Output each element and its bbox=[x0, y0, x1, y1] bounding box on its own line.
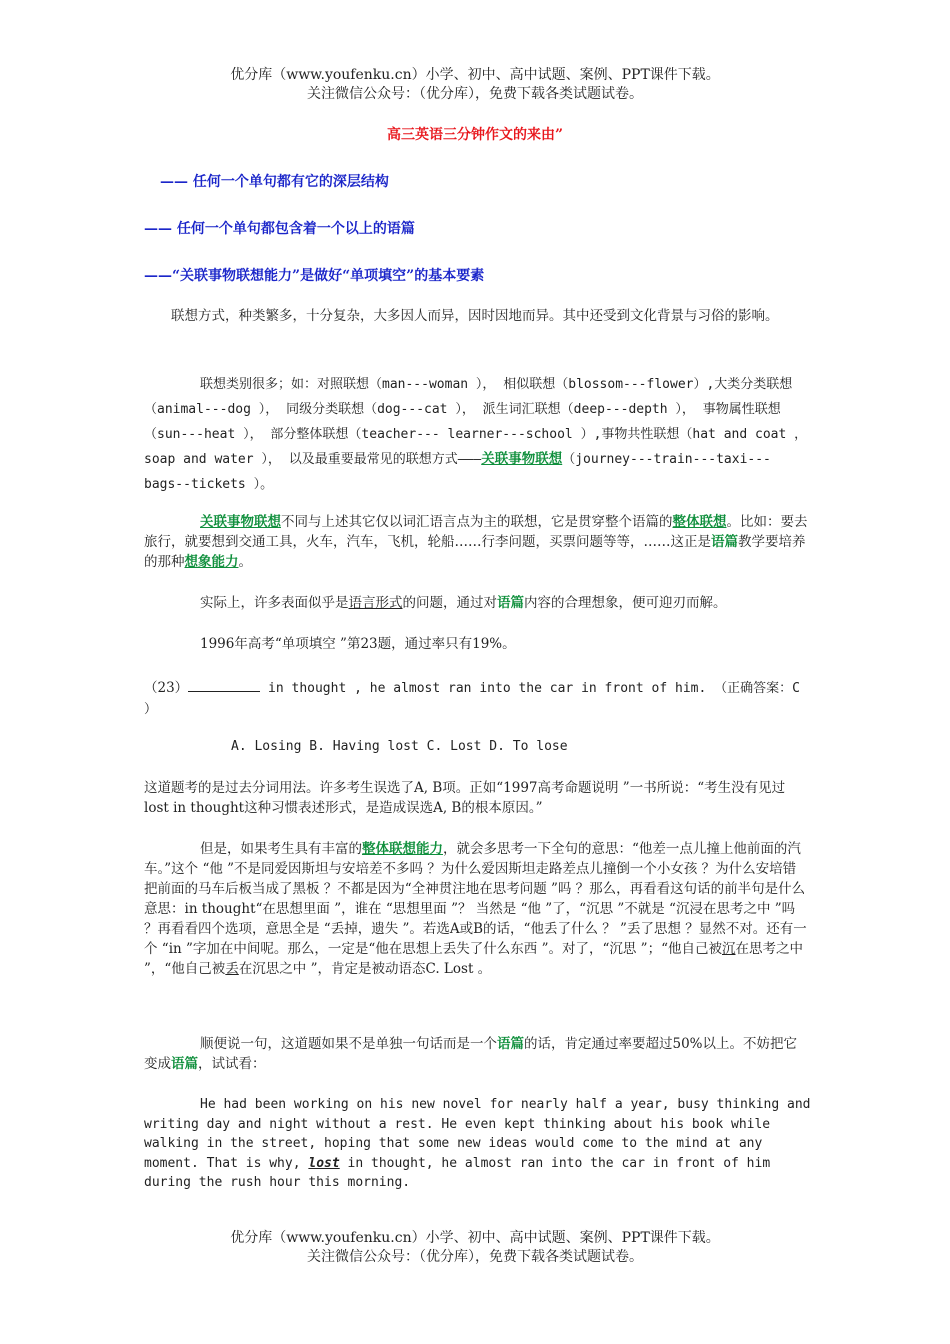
underline-diu: 丢 bbox=[225, 961, 239, 977]
highlight-3: 语篇 bbox=[711, 534, 738, 550]
paragraph-3-part-4: 。 bbox=[238, 554, 252, 570]
example-passage bbox=[144, 1095, 814, 1193]
paragraph-8-part-1: 顺便说一句，这道题如果不是单独一句话而是一个 bbox=[200, 1036, 497, 1052]
paragraph-7-part-3: 在思考之中 ”，“他自己被 bbox=[144, 941, 803, 977]
footer-line-2: 关注微信公众号：（优分库），免费下载各类试题试卷。 bbox=[307, 1249, 643, 1265]
passage-part-2: in thought, he almost ran into the car in front of him during the rush hour this morning. bbox=[144, 1155, 771, 1190]
paragraph-2 bbox=[144, 372, 809, 497]
subheading-2: —— 任何一个单句都包含着一个以上的语篇 bbox=[144, 221, 415, 237]
paragraph-4-part-1: 实际上，许多表面似乎是 bbox=[200, 595, 349, 611]
page-header bbox=[0, 66, 950, 104]
paragraph-4 bbox=[144, 593, 809, 613]
page-footer bbox=[0, 1229, 950, 1267]
passage-part-1: He had been working on his new novel for nearly half a year, busy thinking and writing day and night without a rest. He even kept thinking about his book while walking in the street, hoping that some new ideas would come to the mind at any moment. That is why, bbox=[144, 1097, 811, 1171]
paragraph-7-part-4: 在沉思之中 ”，肯定是被动语态C. Lost 。 bbox=[238, 961, 492, 977]
header-line-1: 优分库（www.youfenku.cn）小学、初中、高中试题、案例、PPT课件下载。 bbox=[230, 67, 720, 83]
highlight-1: 关联事物联想 bbox=[200, 514, 281, 530]
highlight-association: 关联事物联想 bbox=[481, 451, 563, 467]
question-stem: in thought , he almost ran into the car in front of him. （正确答案：C ） bbox=[144, 681, 800, 717]
underline-language-form: 语言形式 bbox=[348, 595, 403, 611]
question-options: A. Losing B. Having lost C. Lost D. To lose bbox=[231, 739, 568, 754]
paragraph-8 bbox=[144, 1034, 809, 1074]
highlight-discourse-3: 语篇 bbox=[171, 1056, 198, 1072]
document-title: 高三英语三分钟作文的来由” bbox=[386, 127, 564, 143]
highlight-discourse: 语篇 bbox=[497, 595, 524, 611]
passage-answer-lost: lost bbox=[308, 1155, 340, 1171]
paragraph-3-part-2: 。比如：要去旅行，就要想到交通工具，火车，汽车，飞机，轮船……行李问题，买票问题等等，……这正是 bbox=[144, 514, 808, 550]
highlight-holistic-ability: 整体联想能力 bbox=[362, 841, 443, 857]
subheading-3: ——“关联事物联想能力”是做好“单项填空”的基本要素 bbox=[144, 268, 485, 284]
paragraph-7-part-1: 但是，如果考生具有丰富的 bbox=[200, 841, 362, 857]
paragraph-4-part-2: 的问题，通过对 bbox=[402, 595, 497, 611]
highlight-discourse-2: 语篇 bbox=[497, 1036, 524, 1052]
highlight-4: 想象能力 bbox=[184, 554, 239, 570]
paragraph-3-part-1: 不同与上述其它仅以词汇语言点为主的联想，它是贯穿整个语篇的 bbox=[281, 514, 673, 530]
paragraph-2-tail: （journey---train---taxi---bags--tickets ）。 bbox=[144, 452, 771, 492]
question-23 bbox=[144, 677, 809, 720]
highlight-2: 整体联想 bbox=[672, 514, 727, 530]
paragraph-1: 联想方式，种类繁多，十分复杂，大多因人而异，因时因地而异。其中还受到文化背景与习俗的影响。 bbox=[171, 308, 779, 324]
underline-chen: 沉 bbox=[722, 941, 736, 957]
paragraph-6: 这道题考的是过去分词用法。许多考生误选了A, B项。正如“1997高考命题说明 ”一书所说：“考生没有见过lost in thought这种习惯表述形式，是造成误选A, B的根本原因。” bbox=[144, 780, 786, 816]
paragraph-7 bbox=[144, 839, 809, 979]
header-line-2: 关注微信公众号：（优分库），免费下载各类试题试卷。 bbox=[307, 86, 643, 102]
paragraph-5: 1996年高考“单项填空 ”第23题，通过率只有19%。 bbox=[200, 636, 516, 652]
paragraph-7-part-2: ，就会多思考一下全句的意思：“他差一点儿撞上他前面的汽车。”这个 “他 ”不是同爱因斯坦与安培差不多吗 ？为什么爱因斯坦走路差点儿撞倒一个小女孩 ？为什么安培错把前面的马车后板当成了黑板 ？不都是因为“全神贯注地在思考问题 ”吗 ？那么，再看看这句话的前半句是什么意思：in thought“在思想里面 ”，谁在 “思想里面 ”？ 当然是 “他 ”了，“沉思 ”不就是 “沉浸在思考之中 ”吗 ？再看看四个选项，意思全是 “丢掉，遗失 ”。若选A或B的话，“他丢了什么 ？ ”丢了思想 ？显然不对。还有一个 “in ”字加在中间呢。那么，一定是“他在思想上丢失了什么东西 ”。对了，“沉思 ”；“他自己被 bbox=[144, 841, 807, 957]
question-number: （23） bbox=[144, 680, 189, 696]
paragraph-3 bbox=[144, 512, 809, 572]
answer-blank bbox=[188, 677, 260, 692]
paragraph-8-part-2: 的话，肯定通过率要超过50%以上。不妨把它变成 bbox=[144, 1036, 798, 1072]
paragraph-2-text: 联想类别很多；如：对照联想（man---woman ）， 相似联想（blossom---flower）,大类分类联想（animal---dog ）， 同级分类联想（dog---cat ）， 派生词汇联想（deep---depth ）， 事物属性联想（sun---heat ）， 部分整体联想（teacher--- learner---school ）,事物共性联想（hat and coat ， soap and water ）， 以及最重要最常见的联想方式——— bbox=[144, 377, 808, 467]
paragraph-4-part-3: 内容的合理想象，便可迎刃而解。 bbox=[524, 595, 727, 611]
paragraph-8-part-3: ，试试看： bbox=[198, 1056, 266, 1072]
subheading-1: —— 任何一个单句都有它的深层结构 bbox=[160, 174, 389, 190]
footer-line-1: 优分库（www.youfenku.cn）小学、初中、高中试题、案例、PPT课件下载。 bbox=[230, 1230, 720, 1246]
paragraph-3-part-3: 教学要培养的那种 bbox=[144, 534, 806, 570]
